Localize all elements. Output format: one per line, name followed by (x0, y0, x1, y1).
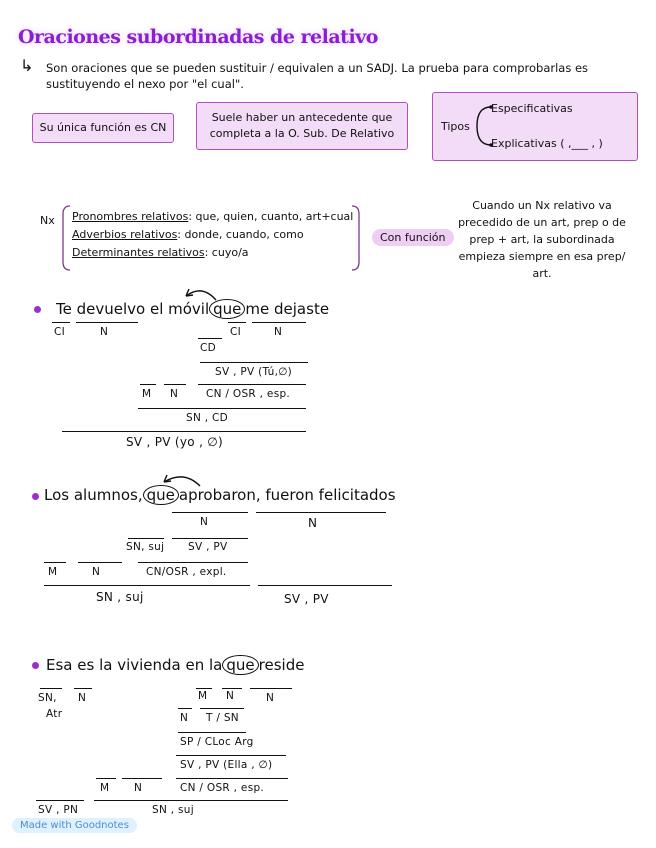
ex3-n-1: N (78, 692, 87, 704)
ex2-sv-pv: SV , PV (188, 541, 228, 553)
ex3-atr: Atr (46, 708, 63, 720)
ex1-ci-1: CI (54, 326, 66, 338)
brace-icon (471, 101, 493, 151)
pronombres-line (72, 210, 353, 223)
adverbios-line (72, 228, 304, 241)
ex3-n-3: N (266, 692, 275, 704)
ex2-n-1: N (200, 516, 209, 528)
ex1-sv-pv-yo: SV , PV (yo , ∅) (126, 435, 224, 449)
example-1-post: me dejaste (245, 300, 330, 318)
ex3-sn-suj: SN , suj (152, 804, 194, 816)
page-title: Oraciones subordinadas de relativo (18, 26, 378, 48)
ex1-sv-pv-tu: SV , PV (Tú,∅) (215, 366, 293, 378)
ex1-n-1: N (100, 326, 109, 338)
bullet-icon (32, 493, 39, 500)
ex3-n-4: N (180, 712, 189, 724)
ex3-sv-pn: SV , PN (38, 804, 79, 816)
ex1-cd: CD (200, 342, 217, 354)
right-bracket-icon (350, 204, 362, 272)
determinantes-line (72, 246, 249, 259)
example-1-relative: que (209, 299, 245, 319)
example-1-pre: Te devuelvo el móvil (56, 300, 210, 318)
example-2-pre: Los alumnos, (44, 486, 143, 504)
ex2-sv-pv-2: SV , PV (284, 592, 329, 606)
example-2-post: aprobaron, fueron felicitados (178, 486, 396, 504)
ex1-ci-2: CI (230, 326, 242, 338)
example-3-sentence (46, 655, 304, 675)
determinantes-label: Determinantes relativos (72, 246, 205, 259)
pronombres-label: Pronombres relativos (72, 210, 189, 223)
bullet-icon (34, 306, 41, 313)
ex1-sn-cd: SN , CD (186, 412, 229, 424)
ex1-n-3: N (170, 388, 179, 400)
especificativas-label: Especificativas (491, 102, 573, 115)
example-3-pre: Esa es la vivienda en la (46, 656, 223, 674)
ex2-cn-osr: CN/OSR , expl. (146, 566, 227, 578)
ex3-m: M (198, 690, 208, 702)
example-3-relative: que (222, 655, 258, 675)
intro-text: Son oraciones que se pueden sustituir / equivalen a un SADJ. La prueba para comprobarlas es sustituyendo el nexo por "el cual". (46, 61, 589, 91)
ex3-sv-pv-ella: SV , PV (Ella , ∅) (180, 759, 273, 771)
nx-note: Cuando un Nx relativo va precedido de un art, prep o de prep + art, la subordinada empieza siempre en esa prep/ art. (458, 199, 626, 280)
left-bracket-icon (60, 204, 72, 272)
bullet-icon (32, 662, 39, 669)
ex3-sp-cloc: SP / CLoc Arg (180, 736, 254, 748)
ex1-cn-osr: CN / OSR , esp. (206, 388, 291, 400)
example-2-relative: que (143, 485, 179, 505)
ex1-m: M (142, 388, 152, 400)
con-funcion-badge: Con función (372, 229, 454, 246)
ex2-sn-suj: SN, suj (126, 541, 165, 553)
ex3-m-2: M (100, 782, 110, 794)
adverbios-label: Adverbios relativos (72, 228, 178, 241)
box-antecedente-label: Suele haber un antecedente que completa a la O. Sub. De Relativo (209, 111, 395, 140)
curved-arrow-icon (180, 284, 220, 304)
ex2-sn-suj-2: SN , suj (96, 590, 144, 604)
ex3-n-5: N (134, 782, 143, 794)
box-funcion-cn-label: Su única función es CN (39, 121, 167, 134)
ex3-n-2: N (226, 690, 235, 702)
explicativas-label: Explicativas ( ,___ , ) (491, 137, 603, 150)
box-antecedente (196, 102, 408, 150)
ex1-n-2: N (274, 326, 283, 338)
ex3-t-sn: T / SN (206, 712, 239, 724)
goodnotes-badge: Made with Goodnotes (12, 818, 137, 833)
return-arrow-icon: ↳ (20, 56, 34, 75)
tipos-label: Tipos (441, 120, 470, 133)
ex3-cn-osr: CN / OSR , esp. (180, 782, 265, 794)
ex3-sn: SN, (38, 692, 57, 704)
example-2-sentence (44, 485, 396, 505)
ex2-m: M (48, 566, 58, 578)
box-tipos (432, 92, 638, 161)
nx-label: Nx (40, 214, 55, 227)
curved-arrow-icon (158, 470, 206, 490)
example-3-post: reside (258, 656, 305, 674)
adverbios-text: : donde, cuando, como (177, 228, 304, 241)
ex2-n-2: N (308, 516, 318, 530)
pronombres-text: : que, quien, cuanto, art+cual (188, 210, 354, 223)
determinantes-text: : cuyo/a (204, 246, 249, 259)
box-funcion-cn (32, 113, 174, 143)
ex2-n-3: N (92, 566, 101, 578)
